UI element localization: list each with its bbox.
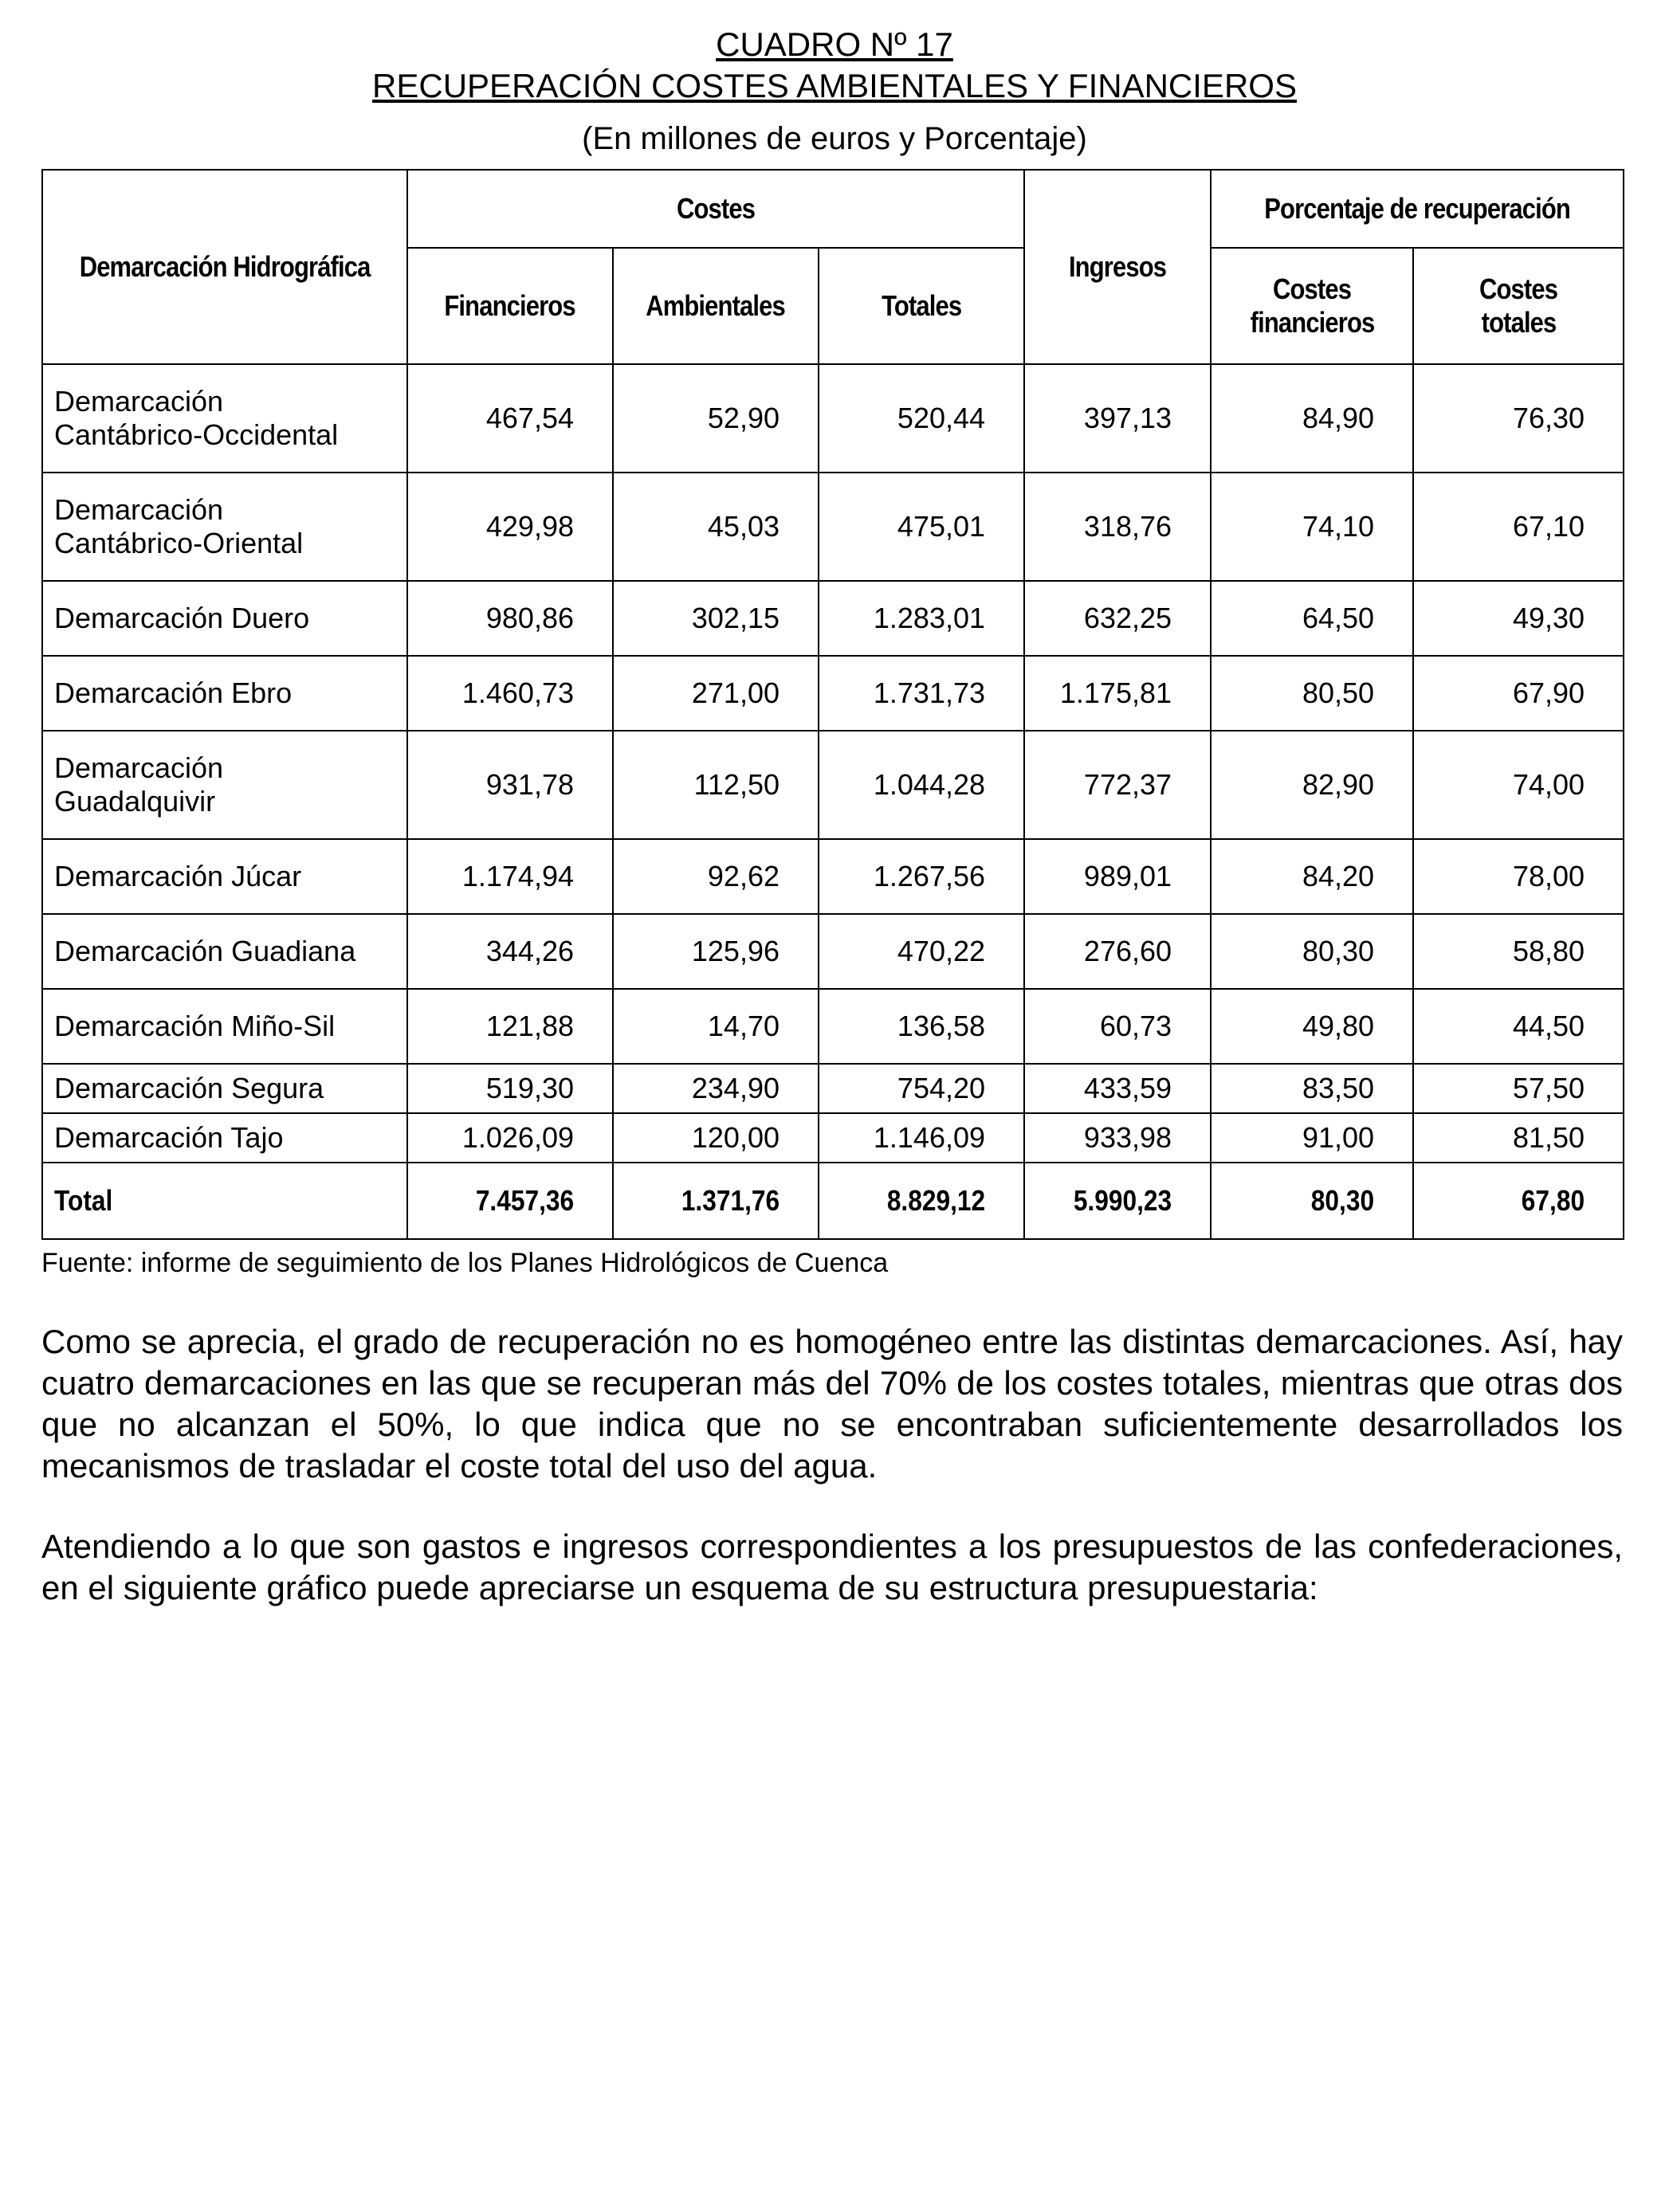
cell-ing: 632,25 — [1024, 581, 1211, 656]
total-label: Total — [42, 1163, 407, 1239]
cell-ptot: 81,50 — [1413, 1113, 1624, 1163]
header-demarcacion: Demarcación Hidrográfica — [42, 170, 407, 364]
cell-pfin: 74,10 — [1211, 473, 1413, 581]
cell-tot: 754,20 — [819, 1064, 1024, 1113]
cell-fin: 429,98 — [407, 473, 613, 581]
cell-ptot: 44,50 — [1413, 989, 1624, 1064]
cell-tot: 520,44 — [819, 364, 1024, 473]
table-row — [42, 839, 1624, 914]
header-costes-totales: Costes totales — [1413, 248, 1624, 364]
row-demarcacion: Demarcación Guadalquivir — [42, 731, 407, 839]
cell-fin: 519,30 — [407, 1064, 613, 1113]
cell-ptot: 67,10 — [1413, 473, 1624, 581]
cell-fin: 121,88 — [407, 989, 613, 1064]
cell-ptot: 74,00 — [1413, 731, 1624, 839]
cell-ing: 989,01 — [1024, 839, 1211, 914]
total-ptot: 67,80 — [1413, 1163, 1624, 1239]
table-row — [42, 1113, 1624, 1163]
cell-tot: 1.731,73 — [819, 656, 1024, 731]
cell-tot: 1.267,56 — [819, 839, 1024, 914]
row-demarcacion: Demarcación Cantábrico-Oriental — [42, 473, 407, 581]
cell-pfin: 91,00 — [1211, 1113, 1413, 1163]
cell-tot: 1.283,01 — [819, 581, 1024, 656]
row-demarcacion: Demarcación Tajo — [42, 1113, 407, 1163]
table-row — [42, 364, 1624, 473]
cell-tot: 1.146,09 — [819, 1113, 1024, 1163]
header-costes-financieros: Costes financieros — [1211, 248, 1413, 364]
row-demarcacion: Demarcación Guadiana — [42, 914, 407, 989]
cell-ing: 318,76 — [1024, 473, 1211, 581]
paragraph-1: Como se aprecia, el grado de recuperación no es homogéneo entre las distintas demarcaciones. Así, hay cuatro demarcaciones en las que se recuperan más del 70% de los costes totales, mientras que otras dos que no alcanzan el 50%, lo que indica que no se encontraban suficientemente desarrollados los mecanismos de trasladar el coste total del uso del agua. — [41, 1323, 1623, 1484]
table-row — [42, 989, 1624, 1064]
cell-ptot: 76,30 — [1413, 364, 1624, 473]
cell-tot: 136,58 — [819, 989, 1024, 1064]
table-row — [42, 914, 1624, 989]
table-row — [42, 473, 1624, 581]
total-pfin: 80,30 — [1211, 1163, 1413, 1239]
cell-pfin: 83,50 — [1211, 1064, 1413, 1113]
source-note: Fuente: informe de seguimiento de los Planes Hidrológicos de Cuenca — [41, 1248, 889, 1278]
cell-fin: 1.460,73 — [407, 656, 613, 731]
cell-pfin: 82,90 — [1211, 731, 1413, 839]
cell-ptot: 58,80 — [1413, 914, 1624, 989]
cell-pfin: 84,20 — [1211, 839, 1413, 914]
cell-tot: 1.044,28 — [819, 731, 1024, 839]
header-totales: Totales — [819, 248, 1024, 364]
cell-amb: 112,50 — [613, 731, 819, 839]
table-body — [42, 364, 1624, 1239]
cell-pfin: 64,50 — [1211, 581, 1413, 656]
row-demarcacion: Demarcación Cantábrico-Occidental — [42, 364, 407, 473]
cell-fin: 931,78 — [407, 731, 613, 839]
cell-amb: 125,96 — [613, 914, 819, 989]
cell-fin: 344,26 — [407, 914, 613, 989]
cell-ing: 60,73 — [1024, 989, 1211, 1064]
header-porcentaje: Porcentaje de recuperación — [1211, 170, 1624, 248]
cell-fin: 467,54 — [407, 364, 613, 473]
cell-amb: 120,00 — [613, 1113, 819, 1163]
table-row — [42, 1064, 1624, 1113]
cell-ptot: 49,30 — [1413, 581, 1624, 656]
total-tot: 8.829,12 — [819, 1163, 1024, 1239]
cell-ptot: 78,00 — [1413, 839, 1624, 914]
cell-ing: 276,60 — [1024, 914, 1211, 989]
row-demarcacion: Demarcación Júcar — [42, 839, 407, 914]
paragraph-2: Atendiendo a lo que son gastos e ingresos correspondientes a los presupuestos de las confederaciones, en el siguiente gráfico puede apreciarse un esquema de su estructura presupuestaria: — [41, 1528, 1623, 1606]
cell-pfin: 49,80 — [1211, 989, 1413, 1064]
cell-ing: 433,59 — [1024, 1064, 1211, 1113]
cell-pfin: 80,30 — [1211, 914, 1413, 989]
row-demarcacion: Demarcación Miño-Sil — [42, 989, 407, 1064]
table-row — [42, 656, 1624, 731]
header-financieros: Financieros — [407, 248, 613, 364]
cell-ing: 1.175,81 — [1024, 656, 1211, 731]
total-fin: 7.457,36 — [407, 1163, 613, 1239]
total-ing: 5.990,23 — [1024, 1163, 1211, 1239]
cost-recovery-table — [41, 169, 1624, 1240]
total-row — [42, 1163, 1624, 1239]
header-ingresos: Ingresos — [1024, 170, 1211, 364]
cell-amb: 302,15 — [613, 581, 819, 656]
cell-ing: 397,13 — [1024, 364, 1211, 473]
cell-amb: 92,62 — [613, 839, 819, 914]
cell-fin: 1.174,94 — [407, 839, 613, 914]
units-note: (En millones de euros y Porcentaje) — [582, 121, 1087, 156]
cell-tot: 475,01 — [819, 473, 1024, 581]
cell-ptot: 67,90 — [1413, 656, 1624, 731]
cell-amb: 14,70 — [613, 989, 819, 1064]
cell-amb: 234,90 — [613, 1064, 819, 1113]
header-costes: Costes — [407, 170, 1024, 248]
cell-pfin: 80,50 — [1211, 656, 1413, 731]
table-row — [42, 581, 1624, 656]
cell-ptot: 57,50 — [1413, 1064, 1624, 1113]
cell-ing: 772,37 — [1024, 731, 1211, 839]
cell-ing: 933,98 — [1024, 1113, 1211, 1163]
row-demarcacion: Demarcación Ebro — [42, 656, 407, 731]
row-demarcacion: Demarcación Duero — [42, 581, 407, 656]
document-subtitle: RECUPERACIÓN COSTES AMBIENTALES Y FINANCIEROS — [372, 67, 1297, 104]
cell-fin: 1.026,09 — [407, 1113, 613, 1163]
cell-amb: 45,03 — [613, 473, 819, 581]
header-ambientales: Ambientales — [613, 248, 819, 364]
cell-tot: 470,22 — [819, 914, 1024, 989]
cell-pfin: 84,90 — [1211, 364, 1413, 473]
row-demarcacion: Demarcación Segura — [42, 1064, 407, 1113]
cell-amb: 271,00 — [613, 656, 819, 731]
cell-fin: 980,86 — [407, 581, 613, 656]
total-amb: 1.371,76 — [613, 1163, 819, 1239]
document-title: CUADRO Nº 17 — [716, 25, 953, 63]
cell-amb: 52,90 — [613, 364, 819, 473]
table-row — [42, 731, 1624, 839]
